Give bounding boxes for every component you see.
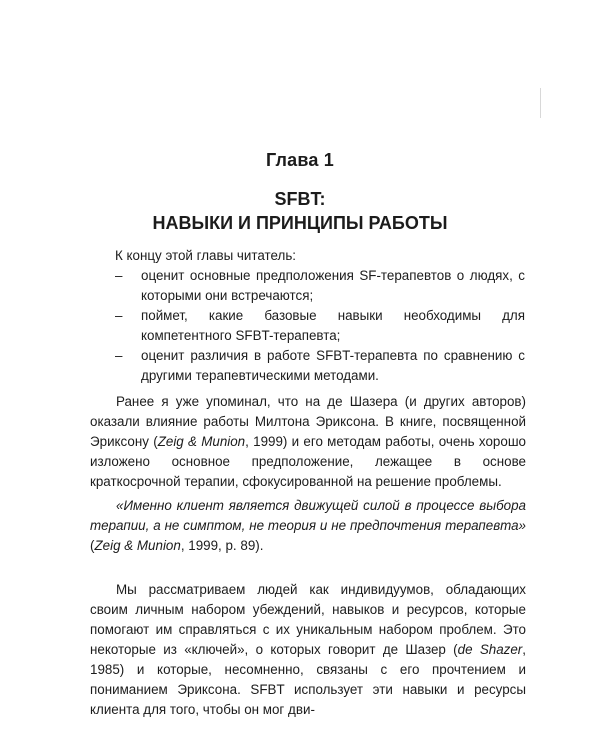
page-edge-mark [540,88,541,118]
paragraph-text: Мы рассматриваем людей как индивидуумов, обладающих своим личным набором убеждений, навыков и ресурсов, которые помогают им справляться с их уникальным набором проблем. Это некоторые из «ключей», о которых говорит де Шазер ( [90,582,526,657]
paragraph-text: , 1999) и его методам работы, очень хорошо изложено основное предположение, лежащее в основе краткосрочной терапии, сфокусированной на решение проблемы. [90,434,527,489]
goal-item [115,306,525,346]
block-quote [90,496,526,556]
goal-text: оценит основные предположения SF-терапевтов о людях, с которыми они встречаются; [141,268,525,303]
paragraph-text: Ранее я уже упоминал, что на де Шазера (и других авторов) оказали влияние работы Милтона Эриксона. В книге, посвященной Эриксону ( [90,394,526,449]
goal-item [115,266,525,306]
chapter-title-line-2: НАВЫКИ И ПРИНЦИПЫ РАБОТЫ [152,213,448,233]
citation-authors: Zeig & Munion [157,434,246,449]
quote-text: «Именно клиент является движущей силой в процессе выбора терапии, а не симптом, не теория и не предпочтения терапевта» [90,498,526,533]
citation-authors: Zeig & Munion [94,538,181,553]
body-paragraph-1 [90,392,526,492]
paragraph-text: , 1985) и которые, несомненно, связаны с его прочтением и пониманием Эриксона. SFBT использует эти навыки и ресурсы клиента для того, чтобы он мог дви- [90,642,526,717]
chapter-title-line-1: SFBT: [274,189,326,209]
goal-text: оценит различия в работе SFBT-терапевта по сравнению с другими терапевтическими методами. [141,348,525,383]
body-paragraph-2 [90,580,526,720]
citation-authors: de Shazer [457,642,523,657]
dash-marker: – [115,308,123,323]
quote-citation-open: ( [90,538,95,553]
dash-marker: – [115,348,123,363]
dash-marker: – [115,268,123,283]
chapter-label: Глава 1 [265,150,334,170]
chapter-title [0,187,600,235]
goal-text: поймет, какие базовые навыки необходимы для компетентного SFBT-терапевта; [141,308,525,343]
chapter-goals-list [115,266,525,386]
goal-item [115,346,525,386]
quote-citation-rest: , 1999, p. 89). [180,538,264,553]
chapter-goals-intro: К концу этой главы читатель: [115,248,297,263]
